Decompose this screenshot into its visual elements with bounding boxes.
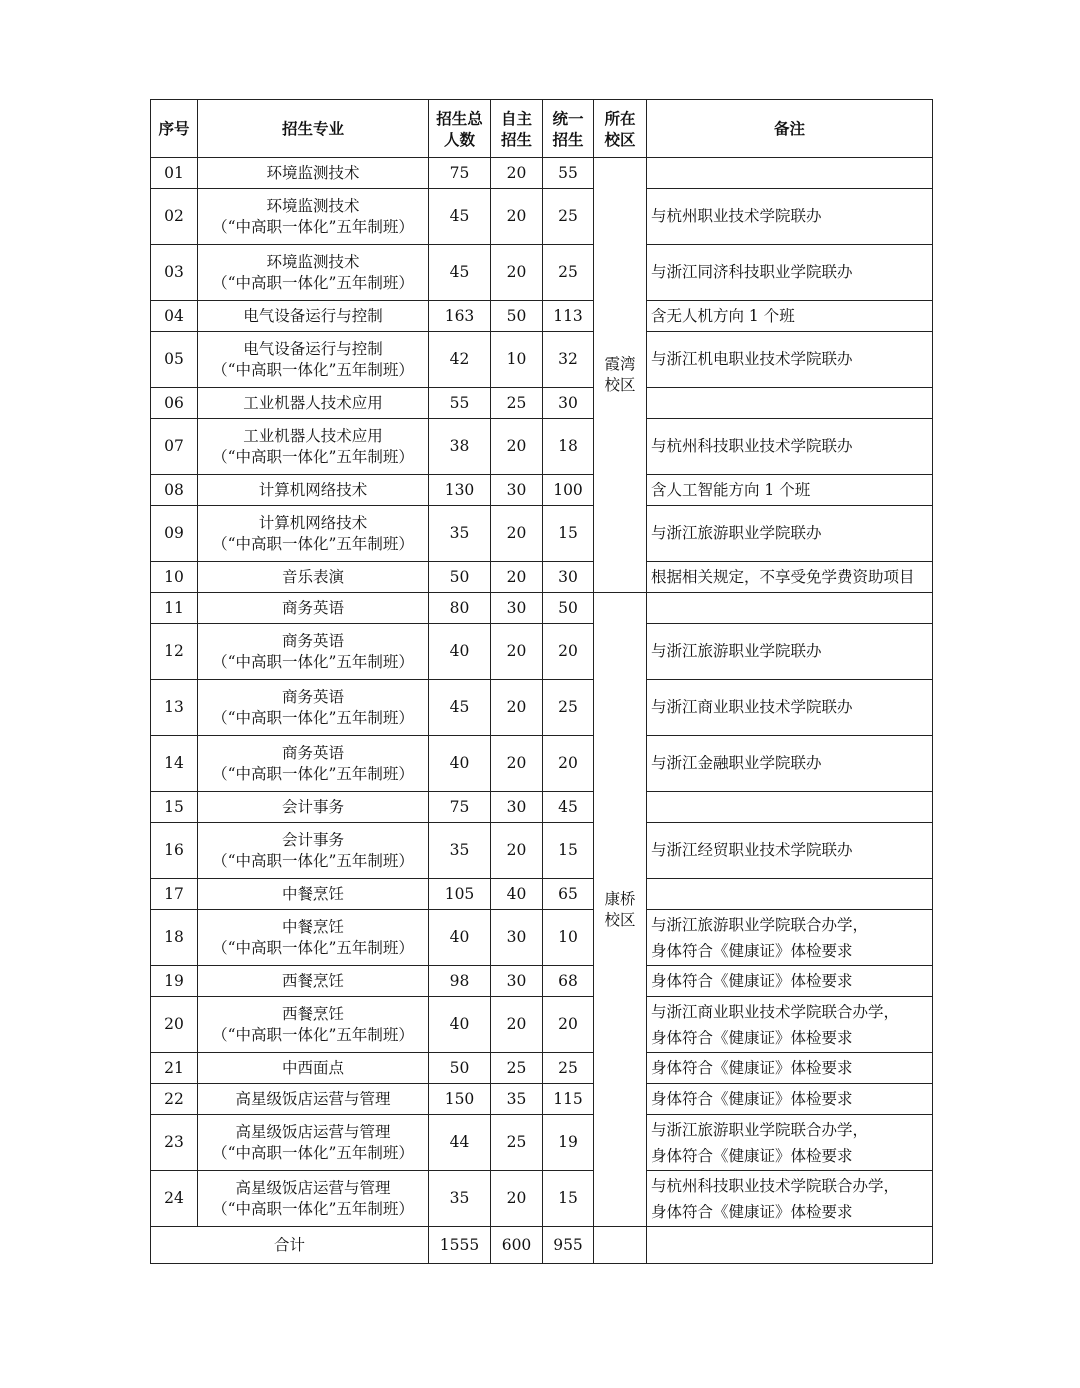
row-self: 20: [491, 245, 543, 301]
header-self: 自主 招生: [491, 100, 543, 158]
row-self: 40: [491, 879, 543, 910]
table-row: [151, 823, 933, 879]
row-self: 20: [491, 624, 543, 680]
table-row: [151, 332, 933, 388]
row-unified: 25: [543, 1053, 594, 1084]
row-total: 130: [429, 475, 491, 506]
row-no: 21: [151, 1053, 198, 1084]
total-sum: 1555: [429, 1227, 491, 1264]
row-self: 20: [491, 736, 543, 792]
table-row: [151, 736, 933, 792]
total-campus-empty: [594, 1227, 647, 1264]
remark-line: 身体符合《健康证》体检要求: [651, 941, 853, 960]
row-total: 163: [429, 301, 491, 332]
major-line: （“中高职一体化”五年制班）: [212, 938, 414, 957]
row-self: 20: [491, 823, 543, 879]
row-remark: [647, 1115, 933, 1171]
row-unified: 25: [543, 245, 594, 301]
row-remark: [647, 1084, 933, 1115]
major-line: 会计事务: [281, 830, 344, 849]
row-no: 09: [151, 506, 198, 562]
row-remark: [647, 1171, 933, 1227]
row-remark: [647, 792, 933, 823]
major-line: （“中高职一体化”五年制班）: [212, 534, 414, 553]
total-row: [151, 1227, 933, 1264]
major-line: 电气设备运行与控制: [243, 306, 383, 325]
remark-line: 与浙江旅游职业学院联办: [651, 524, 822, 542]
row-self: 20: [491, 997, 543, 1053]
total-label: 合计: [151, 1227, 429, 1264]
remark-line: 含人工智能方向 1 个班: [651, 480, 811, 499]
row-major: [198, 475, 429, 506]
major-line: 商务英语: [281, 598, 344, 617]
row-no: 02: [151, 189, 198, 245]
row-total: 44: [429, 1115, 491, 1171]
row-no: 24: [151, 1171, 198, 1227]
row-self: 20: [491, 562, 543, 593]
row-remark: [647, 736, 933, 792]
row-self: 20: [491, 506, 543, 562]
row-total: 50: [429, 562, 491, 593]
remark-line: 与浙江商业职业技术学院联办: [651, 698, 853, 716]
row-self: 30: [491, 792, 543, 823]
major-line: 会计事务: [281, 797, 344, 816]
row-no: 10: [151, 562, 198, 593]
major-line: 音乐表演: [281, 567, 344, 586]
row-remark: [647, 562, 933, 593]
row-total: 45: [429, 680, 491, 736]
row-no: 12: [151, 624, 198, 680]
table-row: [151, 680, 933, 736]
campus-kangqiao: [594, 593, 647, 1227]
campus-line: 校区: [604, 910, 636, 929]
major-line: 西餐烹饪: [281, 971, 344, 990]
row-self: 30: [491, 475, 543, 506]
campus-xiawan: [594, 158, 647, 593]
row-self: 30: [491, 910, 543, 966]
major-line: （“中高职一体化”五年制班）: [212, 652, 414, 671]
row-self: 20: [491, 158, 543, 189]
row-unified: 10: [543, 910, 594, 966]
row-major: [198, 624, 429, 680]
header-total: 招生总 人数: [429, 100, 491, 158]
row-major: [198, 792, 429, 823]
row-total: 40: [429, 997, 491, 1053]
major-line: （“中高职一体化”五年制班）: [212, 1025, 414, 1044]
remark-line: 身体符合《健康证》体检要求: [651, 971, 853, 990]
row-unified: 30: [543, 562, 594, 593]
row-unified: 68: [543, 966, 594, 997]
table-row: [151, 792, 933, 823]
table-row: [151, 966, 933, 997]
row-no: 07: [151, 419, 198, 475]
row-total: 150: [429, 1084, 491, 1115]
major-line: 环境监测技术: [266, 163, 360, 182]
header-major: 招生专业: [198, 100, 429, 158]
row-no: 16: [151, 823, 198, 879]
row-self: 30: [491, 966, 543, 997]
row-remark: [647, 910, 933, 966]
row-unified: 25: [543, 189, 594, 245]
table-row: [151, 1053, 933, 1084]
table-row: [151, 624, 933, 680]
remark-line: 与浙江金融职业学院联办: [651, 754, 822, 772]
row-total: 98: [429, 966, 491, 997]
major-line: 商务英语: [281, 631, 344, 650]
row-remark: [647, 475, 933, 506]
row-remark: [647, 823, 933, 879]
table-row: [151, 1115, 933, 1171]
major-line: 高星级饭店运营与管理: [235, 1122, 391, 1141]
row-remark: [647, 332, 933, 388]
row-total: 40: [429, 736, 491, 792]
row-unified: 45: [543, 792, 594, 823]
table-row: [151, 419, 933, 475]
table-row: [151, 997, 933, 1053]
table-row: [151, 910, 933, 966]
row-total: 50: [429, 1053, 491, 1084]
remark-line: 与杭州科技职业技术学院联合办学，: [651, 1176, 900, 1195]
major-line: 高星级饭店运营与管理: [235, 1178, 391, 1197]
remark-line: 身体符合《健康证》体检要求: [651, 1146, 853, 1165]
row-no: 08: [151, 475, 198, 506]
row-major: [198, 419, 429, 475]
row-total: 35: [429, 506, 491, 562]
header-unified: 统一 招生: [543, 100, 594, 158]
row-no: 23: [151, 1115, 198, 1171]
row-remark: [647, 388, 933, 419]
row-major: [198, 1053, 429, 1084]
table-row: [151, 245, 933, 301]
row-remark: [647, 879, 933, 910]
row-major: [198, 879, 429, 910]
row-no: 15: [151, 792, 198, 823]
row-remark: [647, 245, 933, 301]
row-no: 06: [151, 388, 198, 419]
row-unified: 20: [543, 624, 594, 680]
row-major: [198, 1115, 429, 1171]
row-major: [198, 1171, 429, 1227]
row-total: 75: [429, 792, 491, 823]
major-line: 环境监测技术: [266, 196, 360, 215]
major-line: 中餐烹饪: [281, 917, 344, 936]
row-self: 20: [491, 189, 543, 245]
row-major: [198, 562, 429, 593]
table-row: [151, 158, 933, 189]
row-unified: 55: [543, 158, 594, 189]
header-remark: 备注: [647, 100, 933, 158]
row-remark: [647, 301, 933, 332]
row-total: 40: [429, 910, 491, 966]
major-line: （“中高职一体化”五年制班）: [212, 1199, 414, 1218]
row-unified: 100: [543, 475, 594, 506]
total-remark-empty: [647, 1227, 933, 1264]
table-row: [151, 1171, 933, 1227]
row-major: [198, 245, 429, 301]
row-remark: [647, 624, 933, 680]
row-no: 01: [151, 158, 198, 189]
row-total: 42: [429, 332, 491, 388]
remark-line: 身体符合《健康证》体检要求: [651, 1028, 853, 1047]
remark-line: 身体符合《健康证》体检要求: [651, 1058, 853, 1077]
enrollment-table: [150, 99, 933, 1264]
remark-line: 与浙江机电职业技术学院联办: [651, 350, 853, 368]
major-line: （“中高职一体化”五年制班）: [212, 851, 414, 870]
row-major: [198, 506, 429, 562]
major-line: 中餐烹饪: [281, 884, 344, 903]
row-self: 25: [491, 1115, 543, 1171]
major-line: 中西面点: [281, 1058, 344, 1077]
row-remark: [647, 997, 933, 1053]
row-no: 19: [151, 966, 198, 997]
row-total: 45: [429, 189, 491, 245]
row-self: 20: [491, 1171, 543, 1227]
major-line: 工业机器人技术应用: [243, 393, 383, 412]
remark-line: 身体符合《健康证》体检要求: [651, 1202, 853, 1221]
major-line: （“中高职一体化”五年制班）: [212, 360, 414, 379]
remark-line: 与浙江旅游职业学院联办: [651, 642, 822, 660]
table-row: [151, 1084, 933, 1115]
header-row: [151, 100, 933, 158]
row-unified: 115: [543, 1084, 594, 1115]
row-total: 35: [429, 823, 491, 879]
major-line: 计算机网络技术: [258, 480, 368, 499]
row-major: [198, 736, 429, 792]
row-no: 03: [151, 245, 198, 301]
row-self: 30: [491, 593, 543, 624]
row-total: 80: [429, 593, 491, 624]
row-major: [198, 189, 429, 245]
remark-line: 与杭州职业技术学院联办: [651, 207, 822, 225]
major-line: （“中高职一体化”五年制班）: [212, 447, 414, 466]
row-no: 22: [151, 1084, 198, 1115]
row-remark: [647, 189, 933, 245]
row-remark: [647, 680, 933, 736]
major-line: 商务英语: [281, 687, 344, 706]
row-major: [198, 680, 429, 736]
major-line: （“中高职一体化”五年制班）: [212, 1143, 414, 1162]
row-no: 20: [151, 997, 198, 1053]
header-no: 序号: [151, 100, 198, 158]
row-unified: 50: [543, 593, 594, 624]
major-line: （“中高职一体化”五年制班）: [212, 708, 414, 727]
remark-line: 与杭州科技职业技术学院联办: [651, 437, 853, 455]
row-total: 105: [429, 879, 491, 910]
row-remark: [647, 593, 933, 624]
row-self: 35: [491, 1084, 543, 1115]
row-total: 38: [429, 419, 491, 475]
row-unified: 18: [543, 419, 594, 475]
row-unified: 19: [543, 1115, 594, 1171]
row-remark: [647, 1053, 933, 1084]
row-total: 35: [429, 1171, 491, 1227]
row-unified: 25: [543, 680, 594, 736]
total-self: 600: [491, 1227, 543, 1264]
major-line: 商务英语: [281, 743, 344, 762]
row-major: [198, 997, 429, 1053]
row-no: 05: [151, 332, 198, 388]
major-line: 电气设备运行与控制: [243, 339, 383, 358]
campus-line: 校区: [604, 376, 636, 394]
remark-line: 与浙江商业职业技术学院联合办学，: [651, 1002, 900, 1021]
row-unified: 15: [543, 506, 594, 562]
major-line: 工业机器人技术应用: [243, 426, 383, 445]
row-no: 04: [151, 301, 198, 332]
major-line: （“中高职一体化”五年制班）: [212, 764, 414, 783]
row-unified: 30: [543, 388, 594, 419]
row-self: 25: [491, 388, 543, 419]
row-self: 25: [491, 1053, 543, 1084]
table-row: [151, 189, 933, 245]
row-remark: [647, 506, 933, 562]
row-major: [198, 332, 429, 388]
row-no: 13: [151, 680, 198, 736]
remark-line: 与浙江同济科技职业学院联办: [651, 263, 853, 281]
row-self: 10: [491, 332, 543, 388]
row-no: 14: [151, 736, 198, 792]
row-major: [198, 301, 429, 332]
table-row: [151, 879, 933, 910]
row-total: 55: [429, 388, 491, 419]
row-remark: [647, 419, 933, 475]
table-body: [151, 158, 933, 1227]
row-unified: 20: [543, 997, 594, 1053]
remark-line: 根据相关规定，不享受免学费资助项目: [651, 567, 915, 586]
row-unified: 113: [543, 301, 594, 332]
remark-line: 与浙江旅游职业学院联合办学，: [651, 915, 869, 934]
row-total: 40: [429, 624, 491, 680]
row-total: 45: [429, 245, 491, 301]
row-unified: 65: [543, 879, 594, 910]
row-unified: 32: [543, 332, 594, 388]
campus-line: 康桥: [604, 889, 636, 908]
row-major: [198, 823, 429, 879]
campus-line: 霞湾: [604, 355, 636, 373]
row-no: 17: [151, 879, 198, 910]
remark-line: 与浙江经贸职业技术学院联办: [651, 841, 853, 859]
row-major: [198, 158, 429, 189]
row-self: 20: [491, 680, 543, 736]
major-line: （“中高职一体化”五年制班）: [212, 273, 414, 292]
major-line: 西餐烹饪: [281, 1004, 344, 1023]
header-campus: 所在 校区: [594, 100, 647, 158]
row-unified: 15: [543, 1171, 594, 1227]
table-row: [151, 388, 933, 419]
row-unified: 15: [543, 823, 594, 879]
row-unified: 20: [543, 736, 594, 792]
row-major: [198, 1084, 429, 1115]
major-line: 环境监测技术: [266, 252, 360, 271]
table-row: [151, 475, 933, 506]
row-no: 11: [151, 593, 198, 624]
row-major: [198, 593, 429, 624]
table-row: [151, 301, 933, 332]
remark-line: 身体符合《健康证》体检要求: [651, 1089, 853, 1108]
major-line: （“中高职一体化”五年制班）: [212, 217, 414, 236]
row-major: [198, 388, 429, 419]
row-major: [198, 910, 429, 966]
major-line: 计算机网络技术: [258, 513, 368, 532]
row-major: [198, 966, 429, 997]
table-row: [151, 506, 933, 562]
row-remark: [647, 158, 933, 189]
major-line: 高星级饭店运营与管理: [235, 1089, 391, 1108]
row-self: 50: [491, 301, 543, 332]
total-unified: 955: [543, 1227, 594, 1264]
row-total: 75: [429, 158, 491, 189]
row-self: 20: [491, 419, 543, 475]
table-row: [151, 562, 933, 593]
remark-line: 含无人机方向 1 个班: [651, 306, 795, 325]
remark-line: 与浙江旅游职业学院联合办学，: [651, 1120, 869, 1139]
row-remark: [647, 966, 933, 997]
row-no: 18: [151, 910, 198, 966]
table-row: [151, 593, 933, 624]
